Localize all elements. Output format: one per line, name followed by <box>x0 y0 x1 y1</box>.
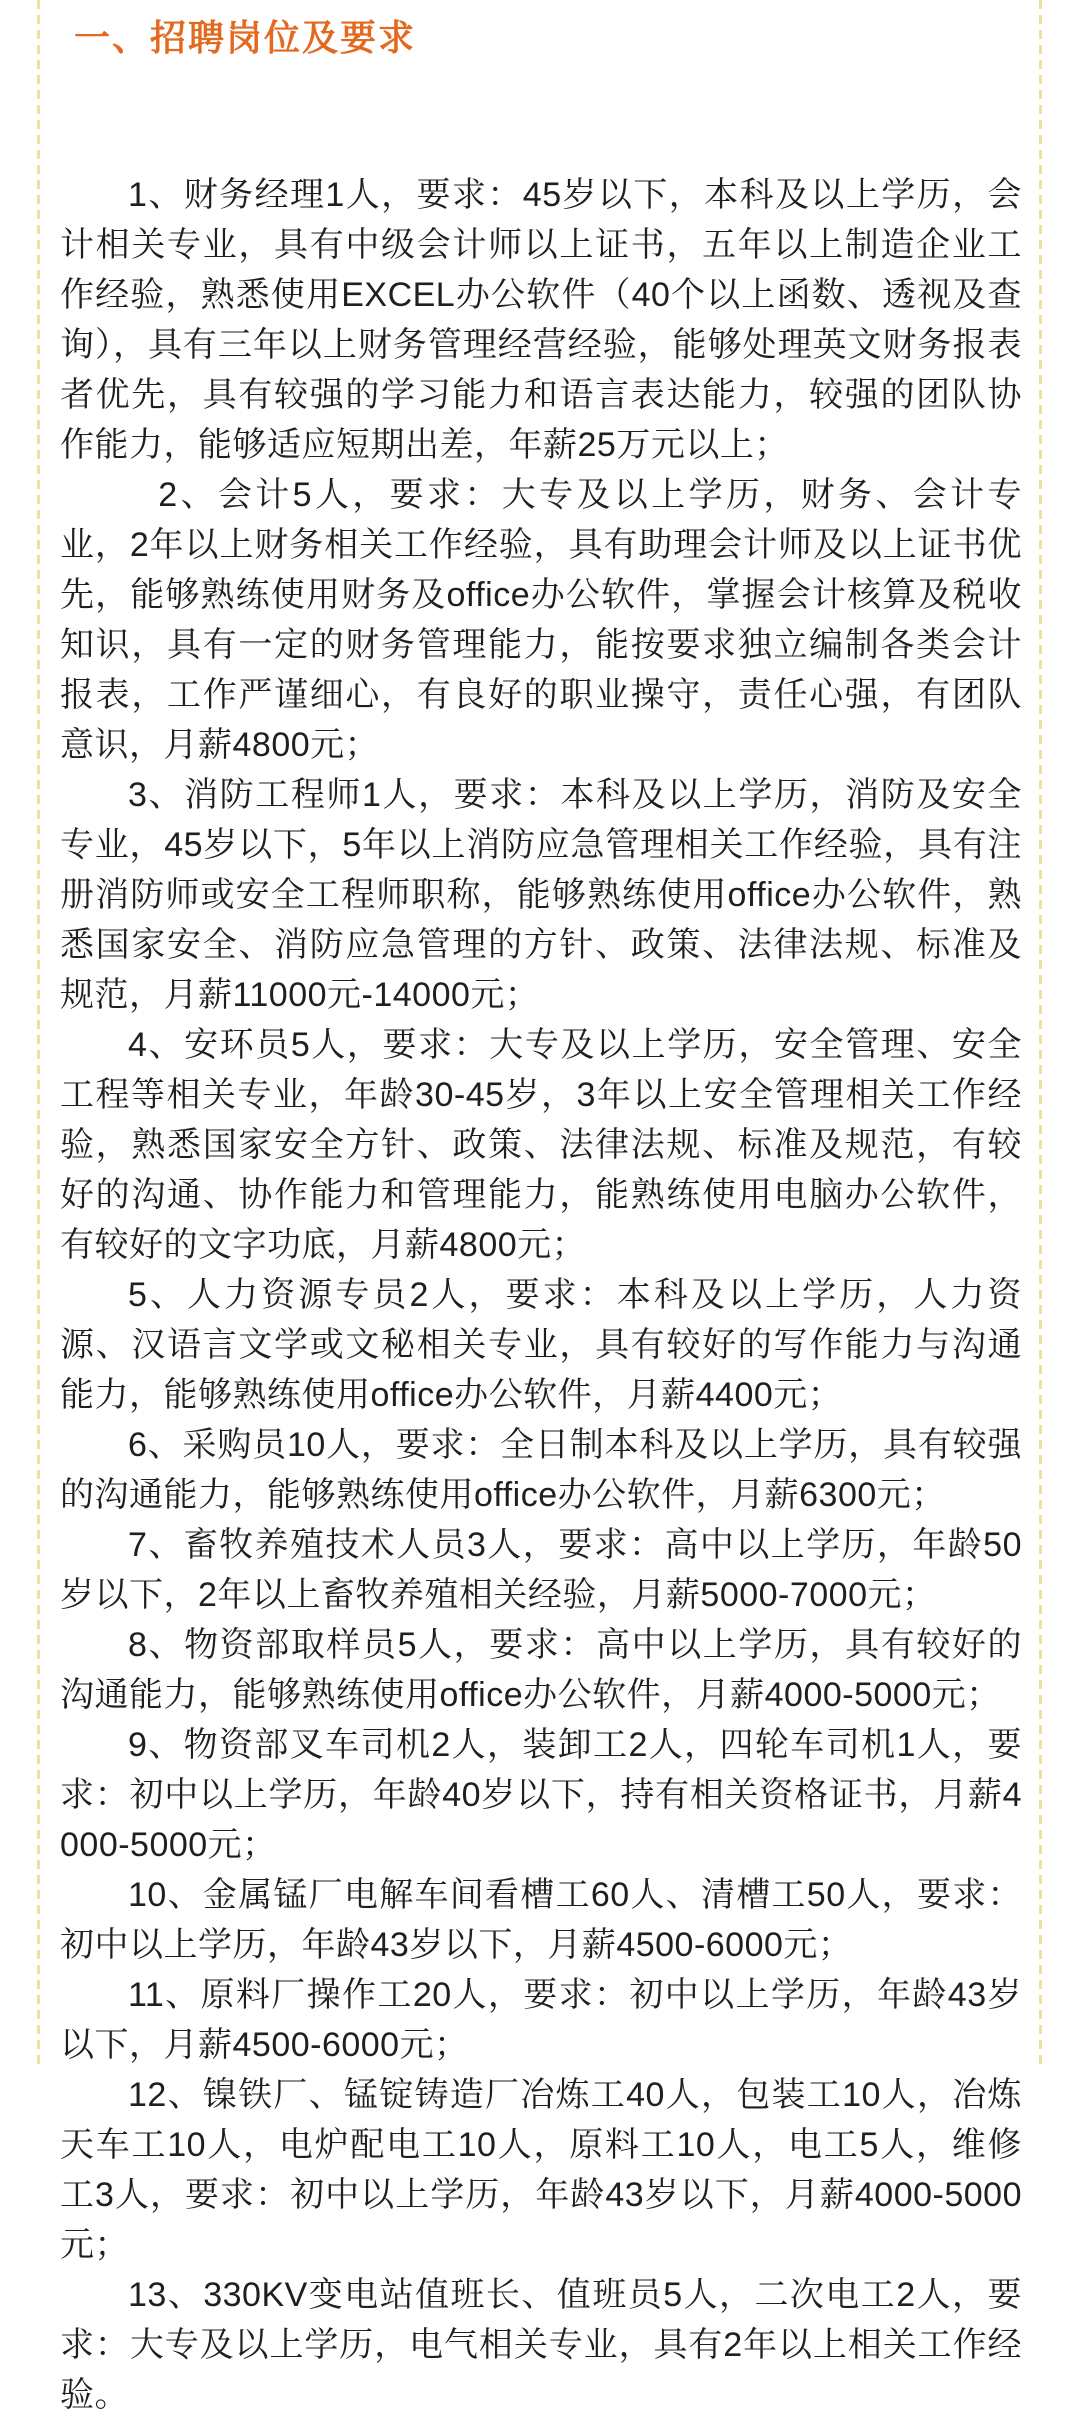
job-item: 9、物资部叉车司机2人，装卸工2人，四轮车司机1人，要求：初中以上学历，年龄40岁以下，持有相关资格证书，月薪4000-5000元； <box>60 1726 1022 1864</box>
job-item: 12、镍铁厂、锰锭铸造厂冶炼工40人，包装工10人，冶炼天车工10人，电炉配电工10人，原料工10人，电工5人，维修工3人，要求：初中以上学历，年龄43岁以下，月薪4000-5000元； <box>60 2076 1022 2264</box>
job-item: 7、畜牧养殖技术人员3人，要求：高中以上学历，年龄50岁以下，2年以上畜牧养殖相关经验，月薪5000-7000元； <box>60 1526 1022 1614</box>
job-item: 4、安环员5人，要求：大专及以上学历，安全管理、安全工程等相关专业，年龄30-45岁，3年以上安全管理相关工作经验，熟悉国家安全方针、政策、法律法规、标准及规范，有较好的沟通、协作能力和管理能力，能熟练使用电脑办公软件，有较好的文字功底，月薪4800元； <box>60 1026 1022 1264</box>
job-item: 13、330KV变电站值班长、值班员5人，二次电工2人，要求：大专及以上学历，电气相关专业，具有2年以上相关工作经验。 <box>60 2276 1022 2414</box>
right-dashed-border <box>1039 0 1042 2067</box>
section-title: 一、招聘岗位及要求 <box>74 17 417 58</box>
job-item: 6、采购员10人，要求：全日制本科及以上学历，具有较强的沟通能力，能够熟练使用office办公软件，月薪6300元； <box>60 1426 1022 1514</box>
job-item: 5、人力资源专员2人，要求：本科及以上学历，人力资源、汉语言文学或文秘相关专业，具有较好的写作能力与沟通能力，能够熟练使用office办公软件，月薪4400元； <box>60 1276 1022 1414</box>
job-item: 8、物资部取样员5人，要求：高中以上学历，具有较好的沟通能力，能够熟练使用office办公软件，月薪4000-5000元； <box>60 1626 1022 1714</box>
job-list <box>60 170 1022 2420</box>
job-item: 2、会计5人，要求：大专及以上学历，财务、会计专业，2年以上财务相关工作经验，具有助理会计师及以上证书优先，能够熟练使用财务及office办公软件，掌握会计核算及税收知识，具有一定的财务管理能力，能按要求独立编制各类会计报表，工作严谨细心，有良好的职业操守，责任心强，有团队意识，月薪4800元； <box>60 476 1022 764</box>
job-item: 10、金属锰厂电解车间看槽工60人、清槽工50人，要求：初中以上学历，年龄43岁以下，月薪4500-6000元； <box>60 1876 1022 1964</box>
job-item: 3、消防工程师1人，要求：本科及以上学历，消防及安全专业，45岁以下，5年以上消防应急管理相关工作经验，具有注册消防师或安全工程师职称，能够熟练使用office办公软件，熟悉国家安全、消防应急管理的方针、政策、法律法规、标准及规范，月薪11000元-14000元； <box>60 776 1022 1014</box>
left-dashed-border <box>37 0 40 2067</box>
job-item: 1、财务经理1人，要求：45岁以下，本科及以上学历，会计相关专业，具有中级会计师以上证书，五年以上制造企业工作经验，熟悉使用EXCEL办公软件（40个以上函数、透视及查询），具有三年以上财务管理经营经验，能够处理英文财务报表者优先，具有较强的学习能力和语言表达能力，较强的团队协作能力，能够适应短期出差，年薪25万元以上； <box>60 176 1022 464</box>
job-item: 11、原料厂操作工20人，要求：初中以上学历，年龄43岁以下，月薪4500-6000元； <box>60 1976 1022 2064</box>
